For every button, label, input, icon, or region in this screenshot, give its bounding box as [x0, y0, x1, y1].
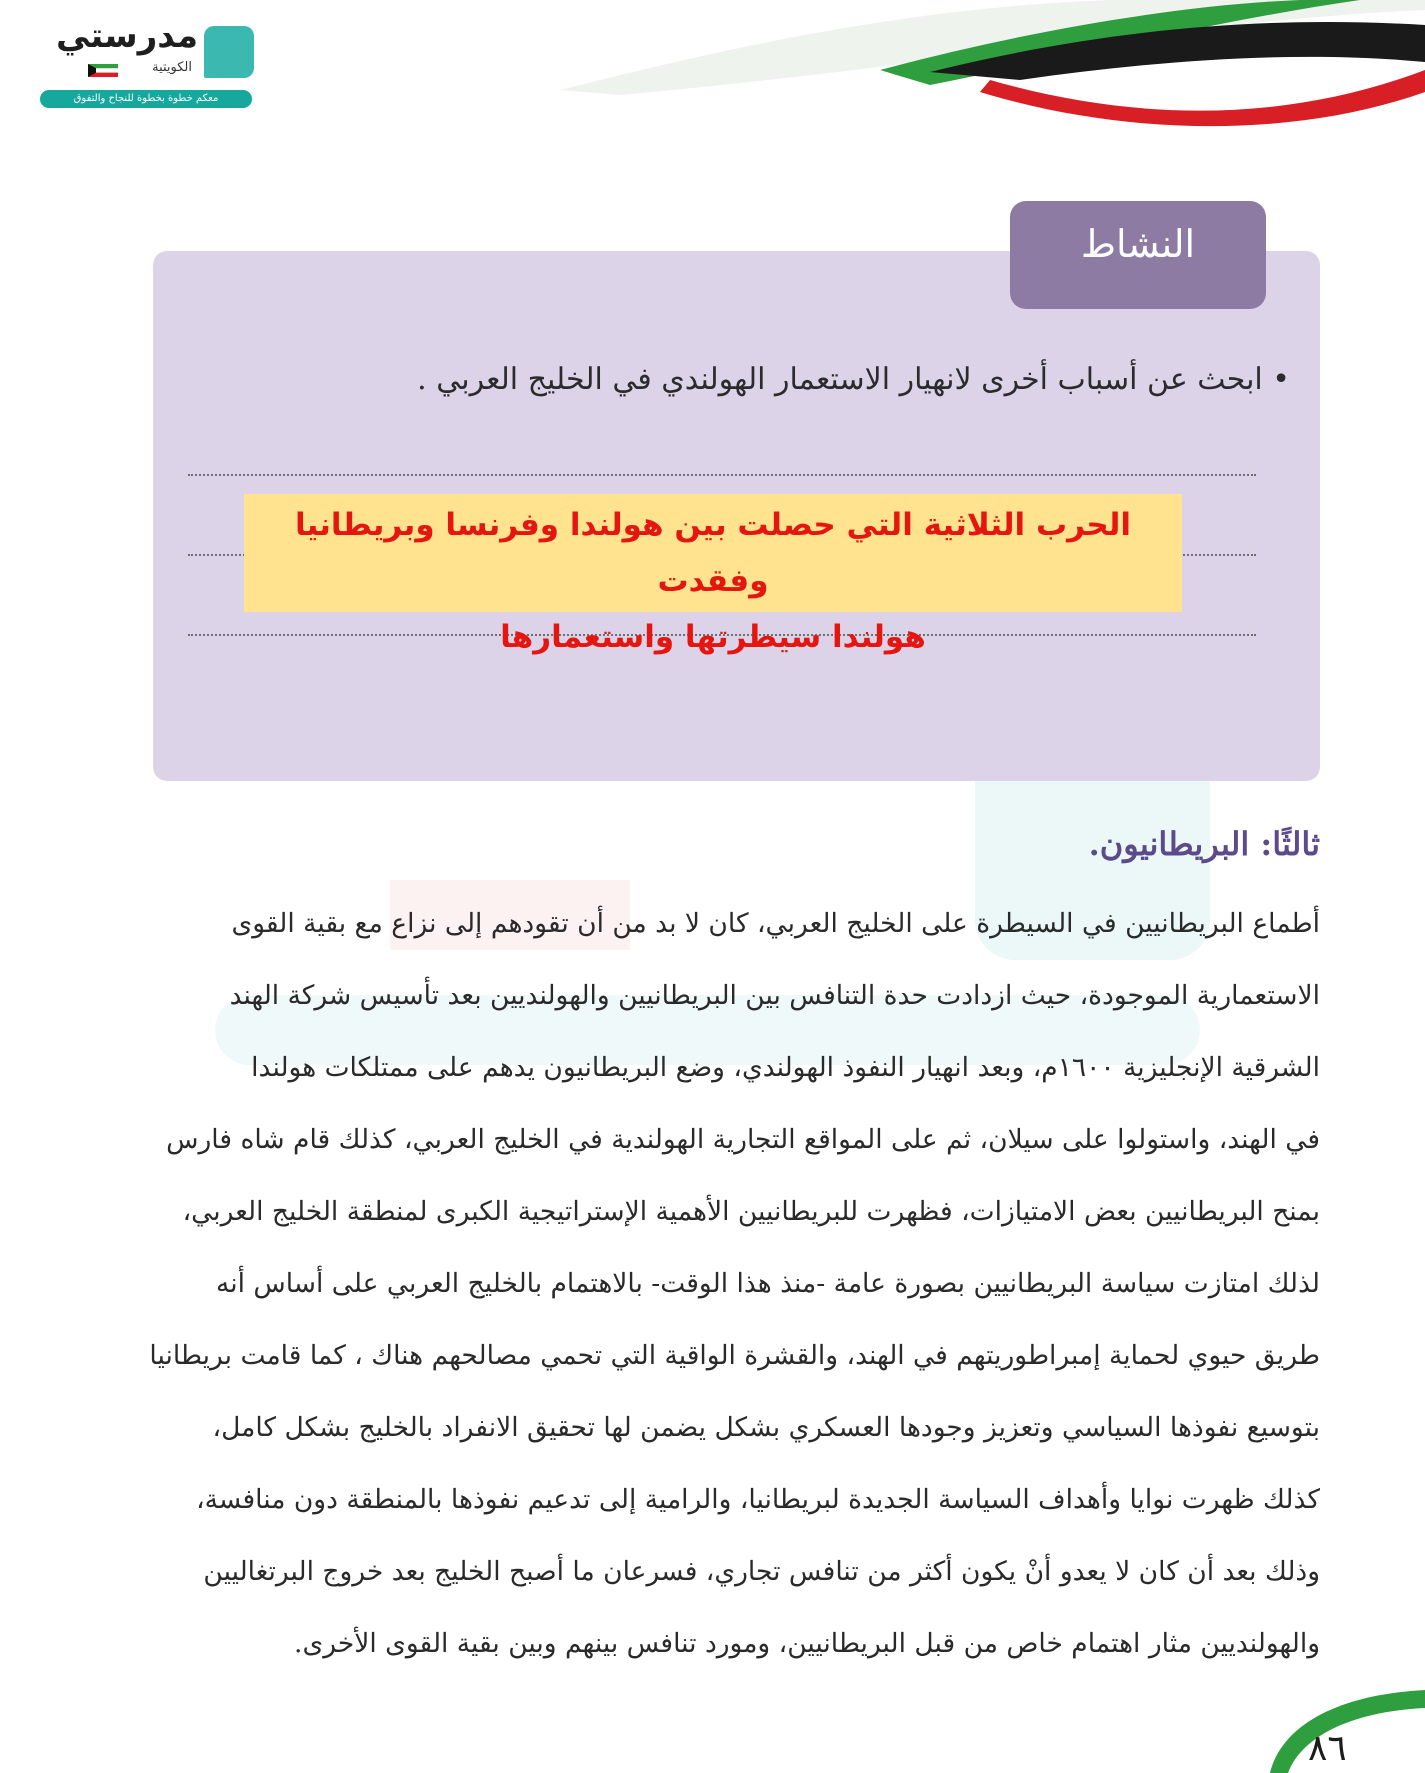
- activity-title: النشاط: [1080, 222, 1196, 266]
- page-number: ٨٦: [1308, 1728, 1347, 1769]
- kuwait-flag-icon: [88, 64, 118, 77]
- answer-text: [244, 497, 1182, 665]
- paragraph-line: كذلك ظهرت نوايا وأهداف السياسة الجديدة لبريطانيا، والرامية إلى تدعيم نفوذها بالمنطقة دون منافسة،: [196, 1484, 1320, 1515]
- paragraph-line: والهولنديين مثار اهتمام خاص من قبل البريطانيين، ومورد تنافس بينهم وبين بقية القوى الأخرى.: [294, 1628, 1320, 1659]
- paragraph-line: طريق حيوي لحماية إمبراطوريتهم في الهند، والقشرة الواقية التي تحمي مصالحهم هناك ، كما قامت بريطانيا: [149, 1340, 1320, 1371]
- paragraph-line: بمنح البريطانيين بعض الامتيازات، فظهرت للبريطانيين الأهمية الإستراتيجية الكبرى لمنطقة الخليج العربي،: [182, 1196, 1320, 1227]
- brand-logo: [36, 16, 256, 112]
- logo-tagline: معكم خطوة بخطوة للنجاح والتفوق: [40, 90, 252, 108]
- answer-dotted-line: [188, 474, 1256, 476]
- paragraph-line: أطماع البريطانيين في السيطرة على الخليج العربي، كان لا بد من أن تقودهم إلى نزاع مع بقية القوى: [231, 908, 1320, 939]
- paragraph-line: الشرقية الإنجليزية ١٦٠٠م، وبعد انهيار النفوذ الهولندي، وضع البريطانيون يدهم على ممتلكات هولندا: [251, 1052, 1320, 1083]
- page-corner-decoration: [1270, 1690, 1425, 1773]
- answer-line: الحرب الثلاثية التي حصلت بين هولندا وفرنسا وبريطانيا وفقدت: [294, 507, 1132, 599]
- activity-prompt: • ابحث عن أسباب أخرى لانهيار الاستعمار الهولندي في الخليج العربي .: [417, 362, 1290, 397]
- answer-line: هولندا سيطرتها واستعمارها: [500, 619, 926, 655]
- paragraph-line: لذلك امتازت سياسة البريطانيين بصورة عامة -منذ هذا الوقت- بالاهتمام بالخليج العربي على أساس أنه: [215, 1268, 1320, 1299]
- paragraph-line: في الهند، واستولوا على سيلان، ثم على المواقع التجارية الهولندية في الخليج العربي، كذلك قام شاه فارس: [166, 1124, 1320, 1155]
- paragraph-line: وذلك بعد أن كان لا يعدو أنْ يكون أكثر من تنافس تجاري، فسرعان ما أصبح الخليج بعد خروج البرتغاليين: [203, 1556, 1320, 1587]
- logo-subtitle: الكويتية: [152, 60, 192, 75]
- paragraph-line: الاستعمارية الموجودة، حيث ازدادت حدة التنافس بين البريطانيين والهولنديين بعد تأسيس شركة الهند: [229, 980, 1320, 1011]
- paragraph-line: بتوسيع نفوذها السياسي وتعزيز وجودها العسكري بشكل يضمن لها تحقيق الانفراد بالخليج بشكل كامل،: [212, 1412, 1320, 1443]
- logo-mark-icon: [204, 26, 254, 78]
- logo-name: مدرستي: [56, 16, 198, 56]
- section-heading: ثالثًا: البريطانيون.: [1088, 825, 1320, 863]
